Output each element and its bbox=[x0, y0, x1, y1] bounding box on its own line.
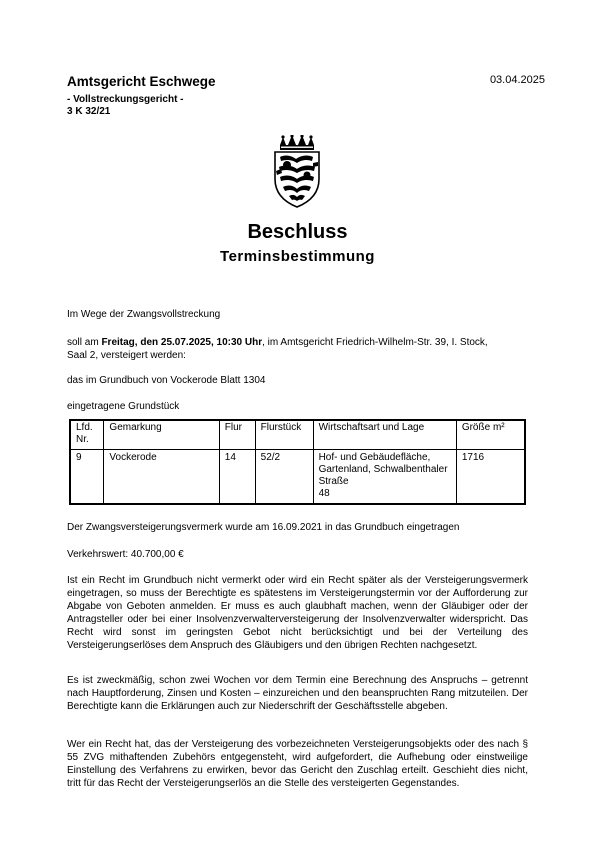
cell-lfd-nr: 9 bbox=[70, 450, 104, 505]
appointment-text bbox=[67, 336, 497, 362]
verkehrswert-text: Verkehrswert: 40.700,00 € bbox=[67, 549, 184, 560]
cell-flur: 14 bbox=[219, 450, 255, 505]
cell-gemarkung: Vockerode bbox=[104, 450, 219, 505]
court-department: - Vollstreckungsgericht - bbox=[67, 94, 184, 105]
header-wirtschaftsart: Wirtschaftsart und Lage bbox=[313, 420, 456, 450]
document-date: 03.04.2025 bbox=[489, 74, 545, 86]
paragraph-objection: Wer ein Recht hat, das der Versteigerung des vorbezeichneten Versteigerungsobjekts oder des nach § 55 ZVG mithaftenden Zubehörs entgegensteht, wird aufgefordert, die Aufhebung oder einstweilige Einstellung des Verfahrens zu erwirken, bevor das Gericht den Zuschlag erteilt. Geschieht dies nicht, tritt für das Recht der Versteigerungserlös an die Stelle des versteigerten Gegenstandes. bbox=[67, 739, 528, 789]
paragraph-rights-registration: Ist ein Recht im Grundbuch nicht vermerkt oder wird ein Recht später als der Versteigerungsvermerk eingetragen, so muss der Berechtigte es spätestens im Versteigerungstermin vor der Aufforderung zur Abgabe von Geboten anmelden. Er muss es auch glaubhaft machen, wenn der Gläubiger oder der Antragsteller oder bei einer Insolvenzverwalterversteigerung der Insolvenzverwalter widerspricht. Das Recht wird sonst im geringsten Gebot nicht berücksichtigt und bei der Verteilung des Versteigerungserlöses dem Anspruch des Gläubigers und den übrigen Rechten nachgesetzt. bbox=[67, 575, 528, 651]
property-table bbox=[69, 419, 526, 505]
table-header-row bbox=[70, 420, 525, 450]
case-number: 3 K 32/21 bbox=[67, 106, 111, 117]
cell-flurstueck: 52/2 bbox=[255, 450, 313, 505]
appointment-date: Freitag, den 25.07.2025, 10:30 Uhr bbox=[101, 337, 263, 348]
land-register-text: das im Grundbuch von Vockerode Blatt 1304 bbox=[67, 375, 266, 386]
intro-text: Im Wege der Zwangsvollstreckung bbox=[67, 309, 221, 320]
header-lfd-nr: Lfd. Nr. bbox=[70, 420, 104, 450]
court-name: Amtsgericht Eschwege bbox=[67, 74, 216, 89]
header-flur: Flur bbox=[219, 420, 255, 450]
hesse-lion-coat-of-arms-icon bbox=[266, 135, 328, 209]
document-title: Beschluss bbox=[247, 221, 348, 243]
cell-wirtschaftsart-number: 48 bbox=[318, 488, 330, 499]
appointment-suffix: , im Amtsgericht Friedrich-Wilhelm-Str. 39, I. Stock, Saal 2, versteigert werden: bbox=[67, 337, 488, 361]
header-flurstueck: Flurstück bbox=[255, 420, 313, 450]
document-subtitle: Terminsbestimmung bbox=[220, 248, 375, 265]
cell-groesse: 1716 bbox=[456, 450, 525, 505]
cell-wirtschaftsart bbox=[313, 450, 456, 505]
table-row bbox=[70, 450, 525, 505]
header-gemarkung: Gemarkung bbox=[104, 420, 219, 450]
registered-property-text: eingetragene Grundstück bbox=[67, 401, 180, 412]
appointment-prefix: soll am bbox=[67, 337, 102, 348]
paragraph-claim-calculation: Es ist zweckmäßig, schon zwei Wochen vor dem Termin eine Berechnung des Anspruchs – getrennt nach Hauptforderung, Zinsen und Kosten – einzureichen und den beanspruchten Rang mitzuteilen. Der Berechtigte kann die Erklärungen auch zur Niederschrift der Geschäftsstelle abgeben. bbox=[67, 675, 528, 712]
vermerk-text: Der Zwangsversteigerungsvermerk wurde am 16.09.2021 in das Grundbuch eingetragen bbox=[67, 522, 460, 533]
cell-wirtschaftsart-text: Hof- und Gebäudefläche, Gartenland, Schwalbenthaler Straße bbox=[318, 452, 448, 487]
header-groesse: Größe m² bbox=[456, 420, 525, 450]
